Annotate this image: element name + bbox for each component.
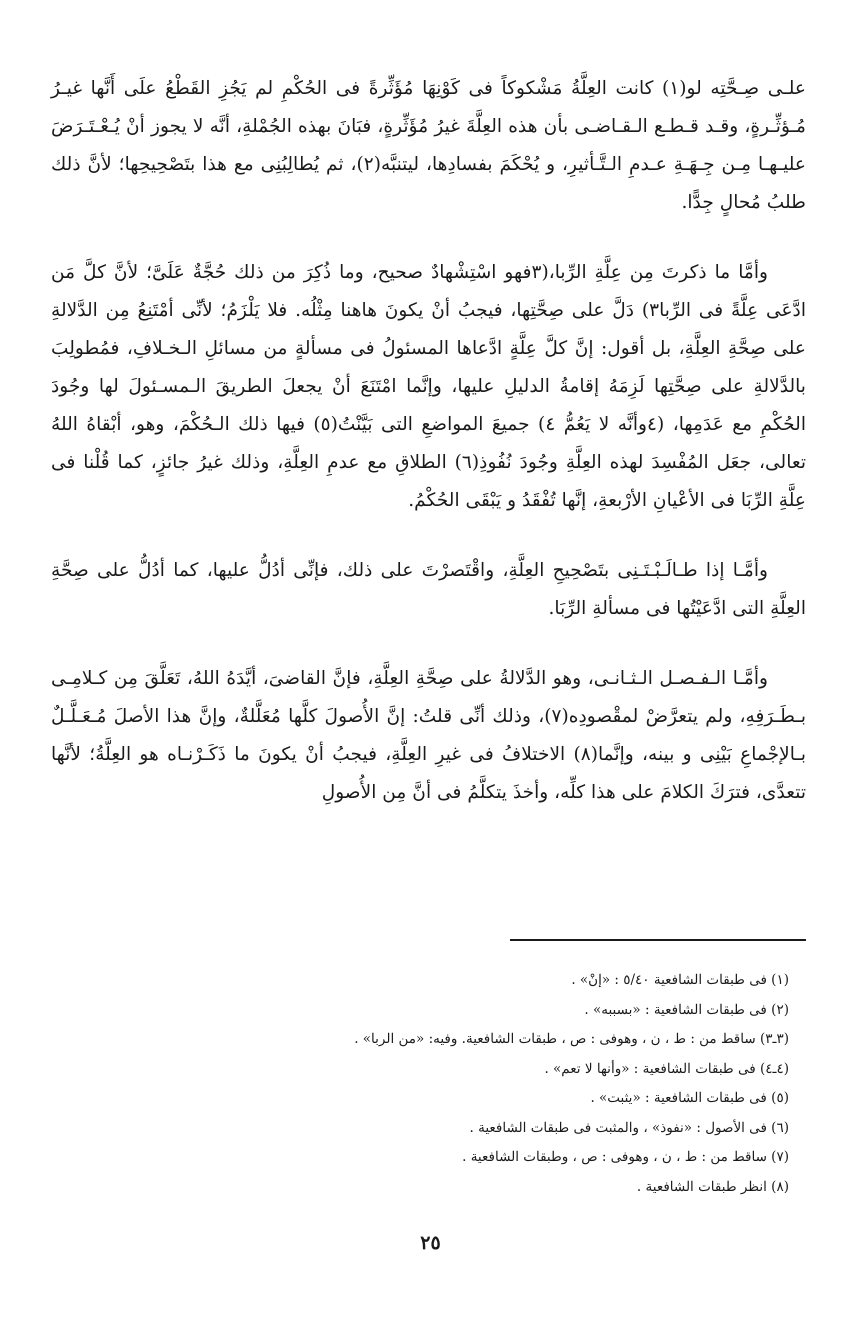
- footnote-item: (٤ـ٤) فى طبقات الشافعية : «وأنها لا تعم» .: [544, 1060, 789, 1077]
- footnote-item: (٣ـ٣) ساقط من : ط ، ن ، وهوفى : ص ، طبقات الشافعية. وفيه: «من الربا» .: [354, 1031, 789, 1047]
- footnote-item: (٧) ساقط من : ط ، ن ، وهوفى : ص ، وطبقات الشافعية .: [462, 1149, 789, 1165]
- paragraph-continuation: علـى صِـحَّتِه لو(١) كانت العِلَّةُ مَشْكوكاً فى كَوْنِهَا مُؤَثِّرةً فى الحُكْمِ لم يَجُزِ القَطْعُ علَى أَنَّها غيـرُ مُـؤثِّـرةٍ، وقـد قـطـع الـقـاضـى بأن هذه العِلَّةَ غيرُ مُؤَثِّرةٍ، فبَانَ بهذه الجُمْلةِ، أنَّه لا يجوز أنْ يُـعْـتَـرَضَ عليـهـا مِـن جِـهَـةِ عـدمِ الـتَّـأثيرِ، و يُحْكَمَ بفسادِها، ليتنبَّه(٢)، ثم يُطالِبُنِى مع هذا بتَصْحِيحِها؛ لأنَّ ذلك طلبُ مُحالٍ جِدًّا.: [51, 78, 807, 213]
- footnote-item: (٢) فى طبقات الشافعية : «بسببه» .: [584, 1001, 789, 1018]
- main-text-body: [51, 70, 806, 812]
- paragraph-validation-request: وأمَّـا إذا طـالَـبْـتَـنِى بتَصْحِيحِ العِلَّةِ، واقْتَصرْتَ على ذلك، فإنِّى أدُلُّ عليها، كما أدُلُّ على صِحَّةِ العِلَّةِ التى ادَّعَيْتُها فى مسألةِ الرِّبَا.: [51, 560, 806, 619]
- footnote-item: (١) فى طبقات الشافعية ٥/٤٠ : «إنْ» .: [571, 972, 789, 988]
- page-number: ٢٥: [420, 1232, 441, 1254]
- footnote-item: (٦) فى الأصول : «نفوذ» ، والمثبت فى طبقات الشافعية .: [469, 1119, 789, 1136]
- paragraph-second-section: وأمَّـا الـفـصـل الـثـانـى، وهو الدَّلالةُ على صِحَّةِ العِلَّةِ، فإنَّ القاضىَ، أيَّدَهُ اللهُ، تَعَلَّقَ مِن كـلامِـى بـطَـرَفِهِ، ولم يتعرَّضْ لمقْصودِه(٧)، وذلك أنِّى قلتُ: إنَّ الأُصولَ كلَّها مُعَلَّلةٌ، وإنَّ هذا الأصلَ مُـعَـلَّـلٌ بـالإجْماعِ بَيْنِى و بينه، وإنَّما(٨) الاختلافُ فى غيرِ العِلَّةِ، فيجبُ أنْ يكونَ ما ذَكَـرْنـاه هو العِلَّةُ؛ لأنَّها تتعدَّى، فترَكَ الكلامَ على هذا كلِّه، وأخذَ يتكلَّمُ فى أنَّ مِن الأُصولِ: [51, 668, 806, 803]
- footnote-item: (٨) انظر طبقات الشافعية .: [636, 1178, 789, 1195]
- footnote-separator-rule: [510, 939, 806, 941]
- paragraph-riba-cause: وأمَّا ما ذكرتَ مِن عِلَّةِ الرِّبا،(٣فهو اسْتِشْهادٌ صحيح، وما ذُكِرَ من ذلك حُجَّةٌ عَلَىَّ؛ لأنَّ كلَّ مَن ادَّعَى عِلَّةً فى الرِّبا٣) دَلَّ على صِحَّتِها، فيجبُ أنْ يكونَ هاهنا مِثْلُه. فلا يَلْزَمُ؛ لأنِّى أمْتَنِعُ مِن الدَّلالةِ على صِحَّةِ العِلَّةِ، بل أقول: إنَّ كلَّ عِلَّةٍ ادَّعاها المسئولُ فى مسألةٍ من مسائلِ الـخـلافِ، فمُطولِبَ بالدَّلالةِ على صِحَّتِها لَزِمَهُ إقامةُ الدليلِ عليها، وإنَّما امْتَنَعَ أنْ يجعلَ الطريقَ الـمسـئولَ لها وجُودَ الحُكْمِ مع عَدَمِها، (٤وأنَّه لا يَعُمُّ ٤) جميعَ المواضعِ التى بَيَّنْتُ(٥) فيها ذلك الـحُكْمَ، وهو، أبْقاهُ اللهُ تعالى، جعَل المُفْسِدَ لهذه العِلَّةِ وجُودَ نُفُوذِ(٦) الطلاقِ مع عدمِ العِلَّةِ، وذلك غيرُ جائزٍ، كما قُلْنا فى عِلَّةِ الرِّبَا فى الأعْيانِ الأرْبعةِ، إنَّها تُفْقَدُ و يَبْقَى الحُكْمُ.: [51, 262, 807, 511]
- footnote-item: (٥) فى طبقات الشافعية : «يثبت» .: [590, 1090, 789, 1106]
- footnotes-list: [89, 966, 789, 1202]
